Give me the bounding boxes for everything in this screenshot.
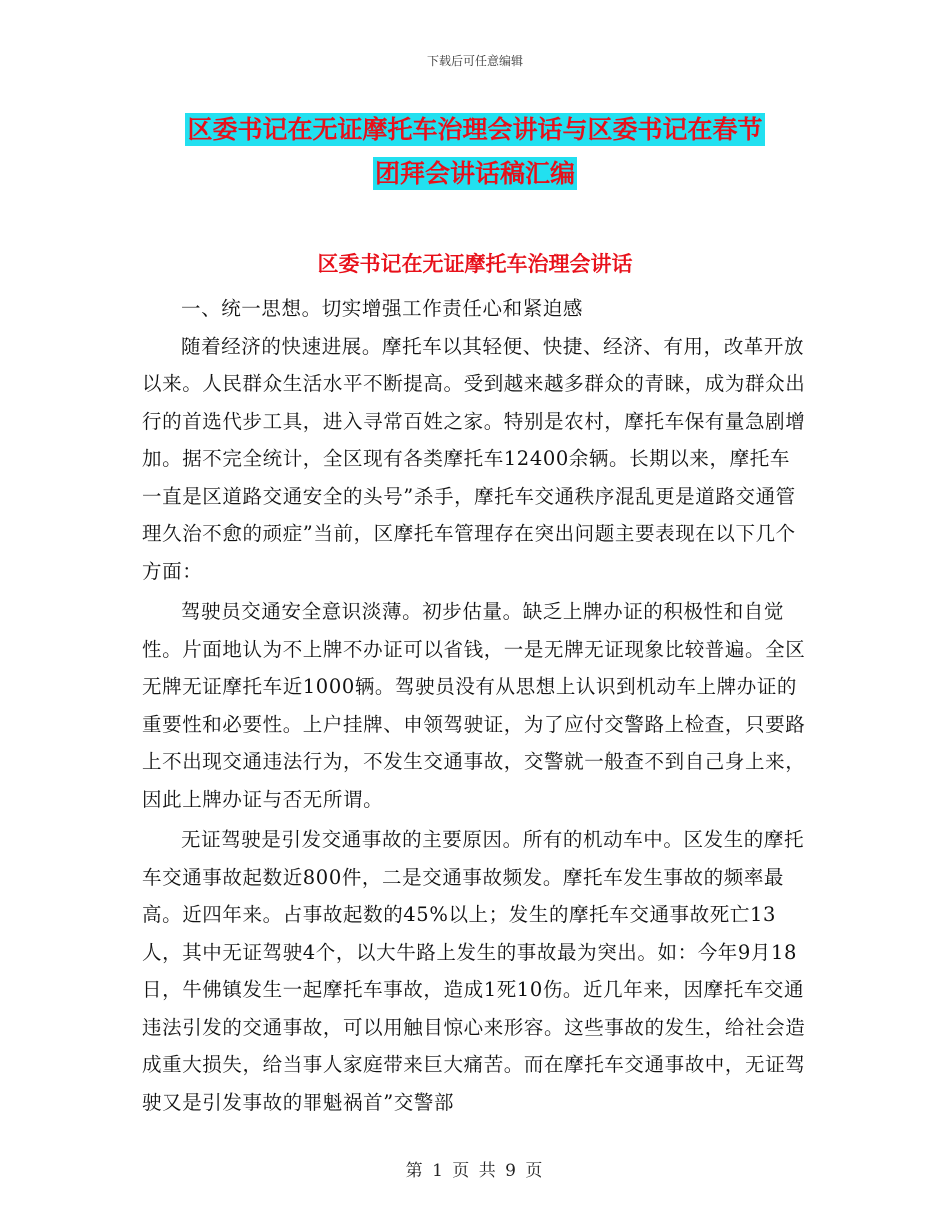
paragraph: 无证驾驶是引发交通事故的主要原因。所有的机动车中。区发生的摩托车交通事故起数近800件，二是交通事故频发。摩托车发生事故的频率最高。近四年来。占事故起数的45%以上；发生的摩托车交通事故死亡13人，其中无证驾驶4个，以大牛路上发生的事故最为突出。如：今年9月18日，牛佛镇发生一起摩托车事故，造成1死10伤。近几年来，因摩托车交通违法引发的交通事故，可以用触目惊心来形容。这些事故的发生，给社会造成重大损失，给当事人家庭带来巨大痛苦。而在摩托车交通事故中，无证驾驶又是引发事故的罪魁祸首”交警部 [142,828,806,1114]
page-number: 第 1 页 共 9 页 [405,1161,545,1181]
section-title: 区委书记在无证摩托车治理会讲话 [317,252,633,276]
page-header-note: 下载后可任意编辑 [426,54,523,68]
paragraph: 随着经济的快速进展。摩托车以其轻便、快捷、经济、有用，改革开放以来。人民群众生活水平不断提高。受到越来越多群众的青睐，成为群众出行的首选代步工具，进入寻常百姓之家。特别是农村，摩托车保有量急剧增加。据不完全统计，全区现有各类摩托车12400余辆。长期以来，摩托车一直是区道路交通安全的头号”杀手，摩托车交通秩序混乱更是道路交通管理久治不愈的顽症”当前，区摩托车管理存在突出问题主要表现在以下几个方面： [142,334,806,583]
document-title [0,108,950,196]
document-title-line-2: 团拜会讲话稿汇编 [374,159,575,188]
paragraph-heading: 一、统一思想。切实增强工作责任心和紧迫感 [181,297,584,320]
paragraph: 驾驶员交通安全意识淡薄。初步估量。缺乏上牌办证的积极性和自觉性。片面地认为不上牌不办证可以省钱，一是无牌无证现象比较普遍。全区无牌无证摩托车近1000辆。驾驶员没有从思想上认识到机动车上牌办证的重要性和必要性。上户挂牌、申领驾驶证，为了应付交警路上检查，只要路上不出现交通违法行为，不发生交通事故，交警就一般查不到自己身上来，因此上牌办证与否无所谓。 [142,600,806,811]
document-title-line-1: 区委书记在无证摩托车治理会讲话与区委书记在春节 [187,115,763,144]
document-body [142,290,808,1121]
